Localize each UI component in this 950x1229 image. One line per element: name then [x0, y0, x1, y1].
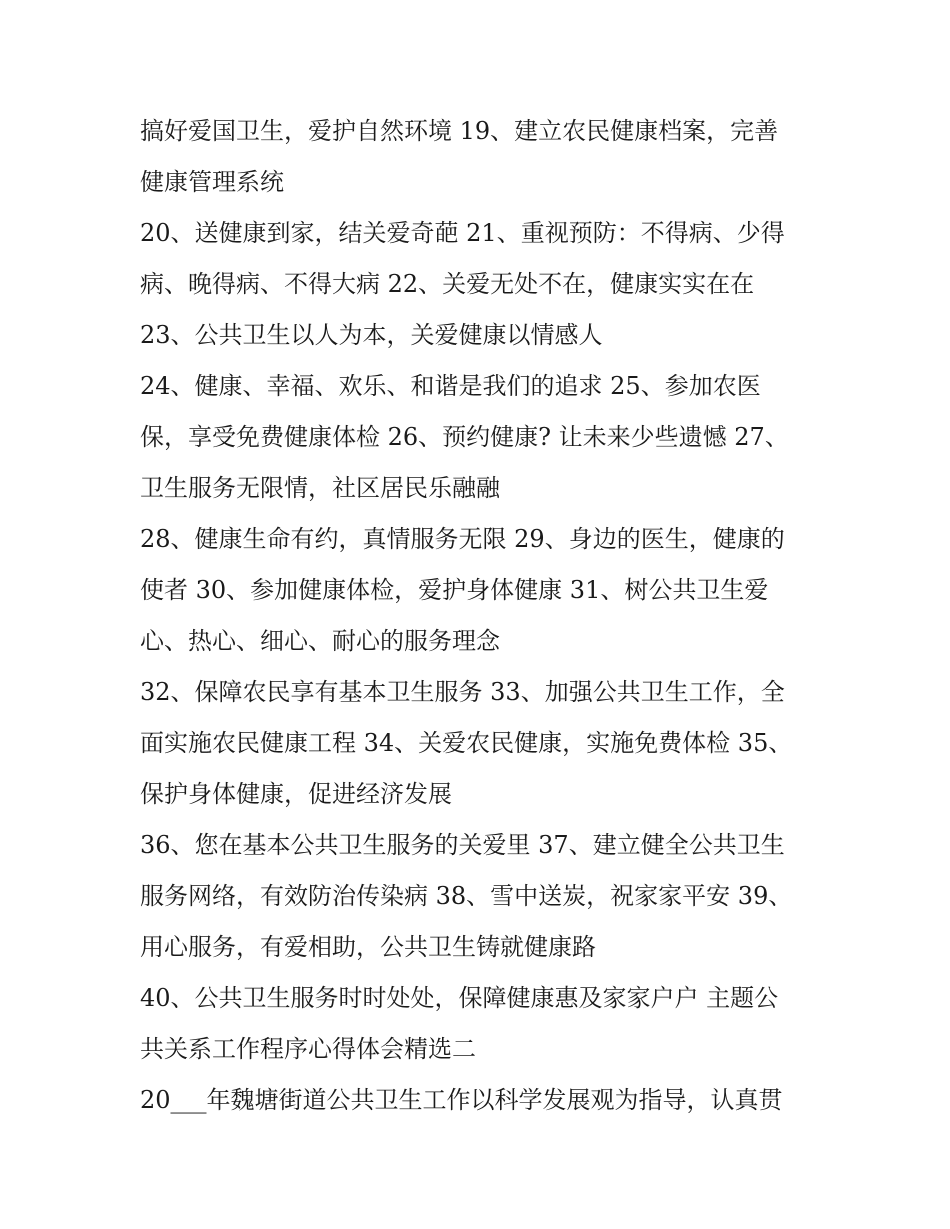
text-line: 20___年魏塘街道公共卫生工作以科学发展观为指导，认真贯 — [140, 1086, 783, 1114]
text-line: 用心服务，有爱相助，公共卫生铸就健康路 — [140, 933, 596, 961]
text-line: 32、保障农民享有基本卫生服务 33、加强公共卫生工作，全 — [140, 678, 785, 706]
text-line: 搞好爱国卫生，爱护自然环境 19、建立农民健康档案，完善 — [140, 117, 779, 145]
text-line: 23、公共卫生以人为本，关爱健康以情感人 — [140, 321, 603, 349]
text-line: 36、您在基本公共卫生服务的关爱里 37、建立健全公共卫生 — [140, 831, 785, 859]
text-line: 卫生服务无限情，社区居民乐融融 — [140, 474, 500, 502]
text-line: 病、晚得病、不得大病 22、关爱无处不在，健康实实在在 — [140, 270, 755, 298]
text-line: 28、健康生命有约，真情服务无限 29、身边的医生，健康的 — [140, 525, 785, 553]
text-line: 保，享受免费健康体检 26、预约健康? 让未来少些遗憾 27、 — [140, 423, 789, 451]
text-line: 40、公共卫生服务时时处处，保障健康惠及家家户户 主题公 — [140, 984, 779, 1012]
text-line: 24、健康、幸福、欢乐、和谐是我们的追求 25、参加农医 — [140, 372, 761, 400]
text-line: 服务网络，有效防治传染病 38、雪中送炭，祝家家平安 39、 — [140, 882, 793, 910]
text-line: 20、送健康到家，结关爱奇葩 21、重视预防：不得病、少得 — [140, 219, 785, 247]
body-text — [140, 106, 820, 1126]
text-line: 健康管理系统 — [140, 168, 284, 196]
text-line: 保护身体健康，促进经济发展 — [140, 780, 452, 808]
text-line: 面实施农民健康工程 34、关爱农民健康，实施免费体检 35、 — [140, 729, 793, 757]
text-line: 使者 30、参加健康体检，爱护身体健康 31、树公共卫生爱 — [140, 576, 769, 604]
text-line: 共关系工作程序心得体会精选二 — [140, 1035, 476, 1063]
text-line: 心、热心、细心、耐心的服务理念 — [140, 627, 500, 655]
